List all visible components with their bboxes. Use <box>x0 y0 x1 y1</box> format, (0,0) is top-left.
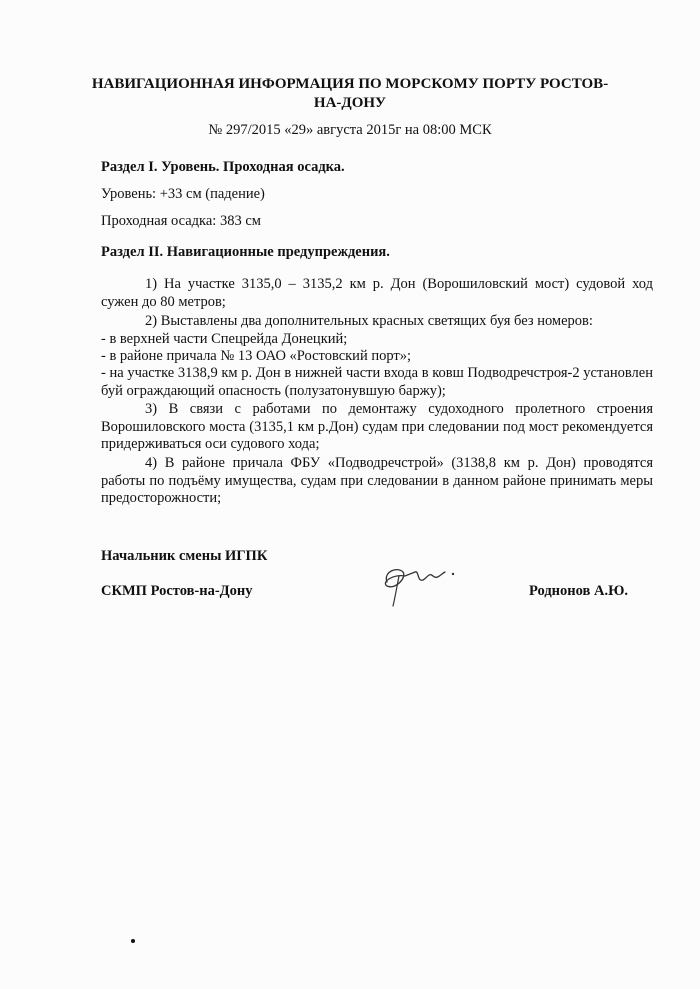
warning-1: 1) На участке 3135,0 – 3135,2 км р. Дон (Ворошиловский мост) судовой ход сужен до 80 метров; <box>101 276 653 310</box>
warning-2: 2) Выставлены два дополнительных красных светящих буя без номеров: <box>145 313 593 329</box>
passage-draft: Проходная осадка: 383 см <box>101 213 261 229</box>
water-level: Уровень: +33 см (падение) <box>101 186 265 202</box>
signatory-position: Начальник смены ИГПК <box>101 548 268 564</box>
scan-speck <box>131 939 135 943</box>
document-title: НАВИГАЦИОННАЯ ИНФОРМАЦИЯ ПО МОРСКОМУ ПОРТУ РОСТОВ-НА-ДОНУ <box>91 76 609 111</box>
section-1-heading: Раздел I. Уровень. Проходная осадка. <box>101 159 345 175</box>
section-2-heading: Раздел II. Навигационные предупреждения. <box>101 244 390 260</box>
buoy-item-1: - в верхней части Спецрейда Донецкий; <box>101 331 348 347</box>
buoy-item-2: - в районе причала № 13 ОАО «Ростовский порт»; <box>101 348 412 364</box>
buoy-item-3: - на участке 3138,9 км р. Дон в нижней части входа в ковш Подводречстроя-2 установлен буй ограждающий опасность (полузатонувшую баржу); <box>101 365 653 399</box>
warning-4: 4) В районе причала ФБУ «Подводречстрой» (3138,8 км р. Дон) проводятся работы по подъёму имущества, судам при следовании в данном районе принимать меры предосторожности; <box>101 455 653 506</box>
handwritten-signature <box>375 560 475 610</box>
warning-3: 3) В связи с работами по демонтажу судоходного пролетного строения Ворошиловского моста (3135,1 км р.Дон) судам при следовании под мост рекомендуется придерживаться оси судового хода; <box>101 401 653 452</box>
signatory-name: Роднонов А.Ю. <box>529 583 629 599</box>
signatory-organization: СКМП Ростов-на-Дону <box>101 583 253 599</box>
document-number-date: № 297/2015 «29» августа 2015г на 08:00 МСК <box>208 122 492 138</box>
